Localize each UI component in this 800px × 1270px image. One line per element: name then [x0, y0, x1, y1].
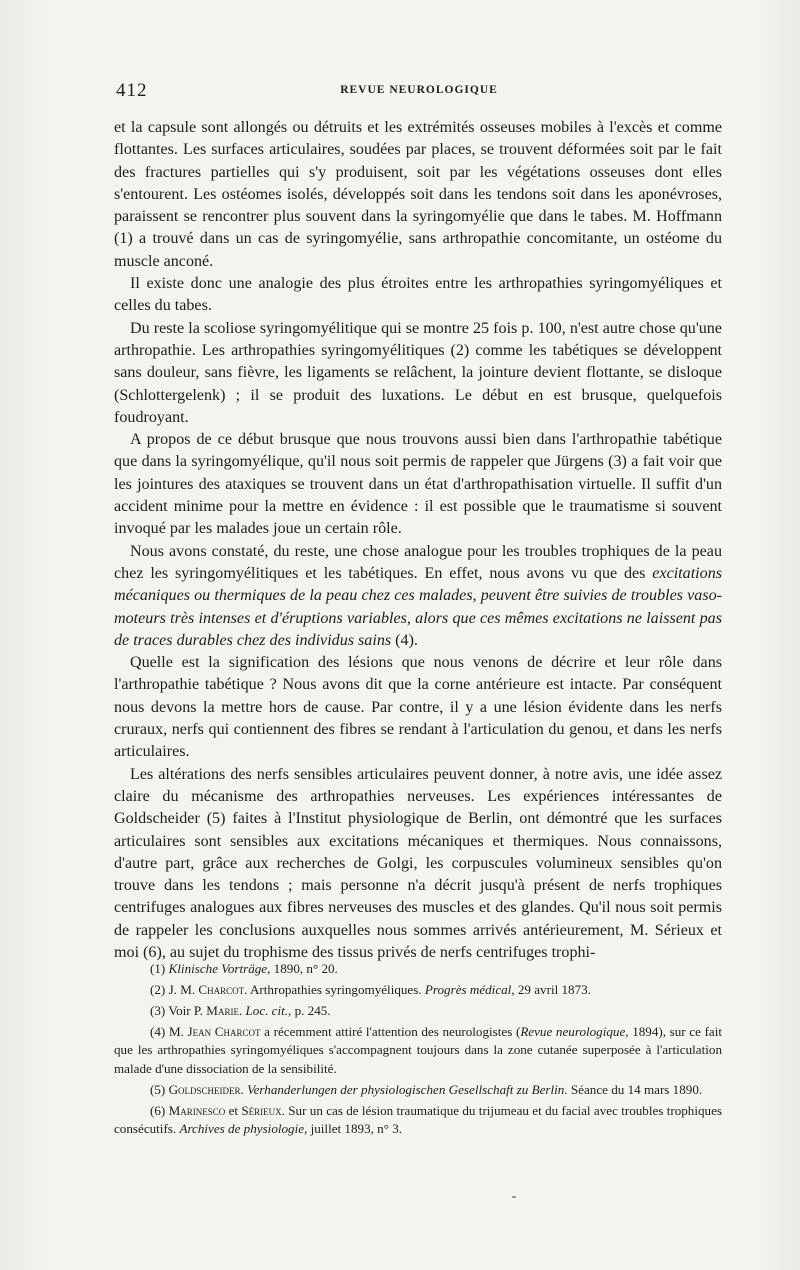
- footnote: [114, 960, 722, 979]
- paragraph: Il existe donc une analogie des plus étroites entre les arthropathies syringomyéliques et celles du tabes.: [114, 275, 722, 315]
- footnote-text: , 1890, n° 20.: [267, 961, 338, 976]
- footnote-text: , 1894), sur ce fait que les arthropathies syringomyéliques s'accompagnent toujours dans la zone cutanée superposée à l'articulation malade d'une dissociation de la sensibilité.: [114, 1023, 723, 1076]
- footnote-text: Voir P.: [168, 1002, 207, 1018]
- footnote-label: (2): [150, 981, 166, 997]
- footnote: [114, 1102, 722, 1139]
- paragraph: A propos de ce début brusque que nous trouvons aussi bien dans l'arthropathie tabétique que dans la syringomyélique, qu'il nous soit permis de rappeler que Jürgens (3) a fait voir que les jointures des ataxiques se trouvent dans un état d'arthropathisation virtuelle. Il suffit d'un accident minime pour la mettre en évidence : il est possible que le traumatisme si souvent invoqué par les malades joue un certain rôle.: [114, 431, 722, 538]
- footnote-title: Archives de physiologie: [179, 1121, 305, 1137]
- page-number: 412: [116, 80, 148, 101]
- footnote: [114, 1023, 722, 1079]
- paragraph-text: (4).: [391, 631, 418, 649]
- footnote-title: Progrès médical: [424, 981, 512, 997]
- footnote-text: et: [225, 1102, 242, 1118]
- footnote-text: , p. 245.: [288, 1002, 331, 1018]
- footnote-text: , juillet 1893, n° 3.: [304, 1121, 403, 1137]
- footnote-text: a récemment attiré l'attention des neurologistes (: [260, 1023, 521, 1039]
- paragraph: Du reste la scoliose syringomyélitique qui se montre 25 fois p. 100, n'est autre chose qu'une arthropathie. Les arthropathies syringomyélitiques (2) comme les tabétiques se développent sans douleur, sans fièvre, les ligaments se relâchent, la jointure devient flottante, se disloque (Schlottergelenk) ; il se produit des luxations. Le début en est brusque, quelquefois foudroyant.: [114, 319, 722, 426]
- footnote-text: . Sur un cas de lésion traumatique du trijumeau et du facial avec troubles trophiques consécutifs.: [114, 1102, 722, 1137]
- footnote-text: .: [238, 1002, 246, 1018]
- footnote-title: Loc. cit.: [245, 1002, 289, 1018]
- footnote-author: Marinesco: [168, 1102, 226, 1118]
- footnote-label: (3): [150, 1002, 166, 1018]
- footnote-label: (5): [150, 1081, 166, 1097]
- running-title: REVUE NEUROLOGIQUE: [340, 84, 498, 96]
- footnote-text: . Arthropathies syringomyéliques.: [244, 981, 425, 997]
- paragraph: Les altérations des nerfs sensibles articulaires peuvent donner, à notre avis, une idée assez claire du mécanisme des arthropathies nerveuses. Les expériences intéressantes de Goldscheider (5) faites à l'Institut physiologique de Berlin, ont démontré que les surfaces articulaires sont sensibles aux excitations mécaniques et thermiques. Nous connaissons, d'autre part, grâce aux recherches de Golgi, les corpuscules volumineux sensibles qu'on trouve dans les tendons ; mais personne n'a décrit jusqu'à présent de nerfs trophiques centrifuges analogues aux fibres nerveuses des muscles et des glandes. Qu'il nous soit permis de rappeler les conclusions auxquelles nous sommes arrivés antérieurement, M. Sérieux et moi (6), au sujet du trophisme des tissus privés de nerfs centrifuges trophi-: [114, 765, 722, 961]
- paragraph: et la capsule sont allongés ou détruits et les extrémités osseuses mobiles à l'excès et comme flottantes. Les surfaces articulaires, soudées par places, se trouvent déformées soit par le fait des fractures partielles qui s'y produisent, soit par les végétations osseuses dont elles s'entourent. Les ostéomes isolés, développés soit dans les tendons soit dans les aponévroses, paraissent se rencontrer plus souvent dans la syringomyélie que dans le tabes. M. Hoffmann (1) a trouvé dans un cas de syringomyélie, sans arthropathie concomitante, un ostéome du muscle anconé.: [114, 119, 722, 270]
- footnote-label: (1): [150, 961, 166, 976]
- footnote-author: Marie: [206, 1002, 239, 1018]
- footnote-label: (4): [150, 1023, 166, 1039]
- footnote-text: , 29 avril 1873.: [511, 981, 591, 997]
- paragraph: [114, 541, 722, 652]
- footnote: [114, 1081, 722, 1100]
- footnote-author: J. M. Charcot: [168, 981, 245, 997]
- paragraph: Quelle est la signification des lésions que nous venons de décrire et leur rôle dans l'arthropathie tabétique ? Nous avons dit que la corne antérieure est intacte. Par conséquent nous devons la mettre hors de cause. Par contre, il y a une lésion évidente dans les nerfs cruraux, nerfs qui contiennent des fibres se rendant à l'articulation du genou, et dans les nerfs articulaires.: [114, 654, 722, 761]
- footnote-title: Klinische Vorträge: [168, 961, 268, 976]
- footnote-text: Séance du 14 mars 1890.: [567, 1081, 703, 1097]
- footnote-label: (6): [150, 1102, 166, 1118]
- body-text: [114, 117, 722, 964]
- footnote-author: Goldscheider: [168, 1081, 241, 1097]
- paragraph-text: Nous avons constaté, du reste, une chose analogue pour les troubles trophiques de la peau chez les syringomyélitiques et les tabétiques. En effet, nous avons vu que des: [114, 542, 722, 582]
- page-header: [116, 80, 722, 106]
- footnote-text: M.: [168, 1023, 188, 1039]
- italic-passage: excitations mécaniques ou thermiques de la peau chez ces malades, peuvent être suivies de troubles vaso-moteurs très intenses et d'éruptions variables, alors que ces mêmes excitations ne laissent pas de traces durables chez des individus sains: [114, 564, 722, 649]
- footnote-text: .: [240, 1081, 248, 1097]
- footnote-title: Revue neurologique: [520, 1023, 626, 1039]
- footnote: [114, 981, 722, 1000]
- footnote: [114, 1002, 722, 1021]
- print-speck: [512, 1196, 516, 1198]
- footnote-title: Verhanderlungen der physiologischen Gesellschaft zu Berlin.: [247, 1081, 568, 1097]
- footnote-author: Jean Charcot: [187, 1023, 261, 1039]
- footnote-author: Sérieux: [241, 1102, 282, 1118]
- footnotes: [114, 960, 722, 1141]
